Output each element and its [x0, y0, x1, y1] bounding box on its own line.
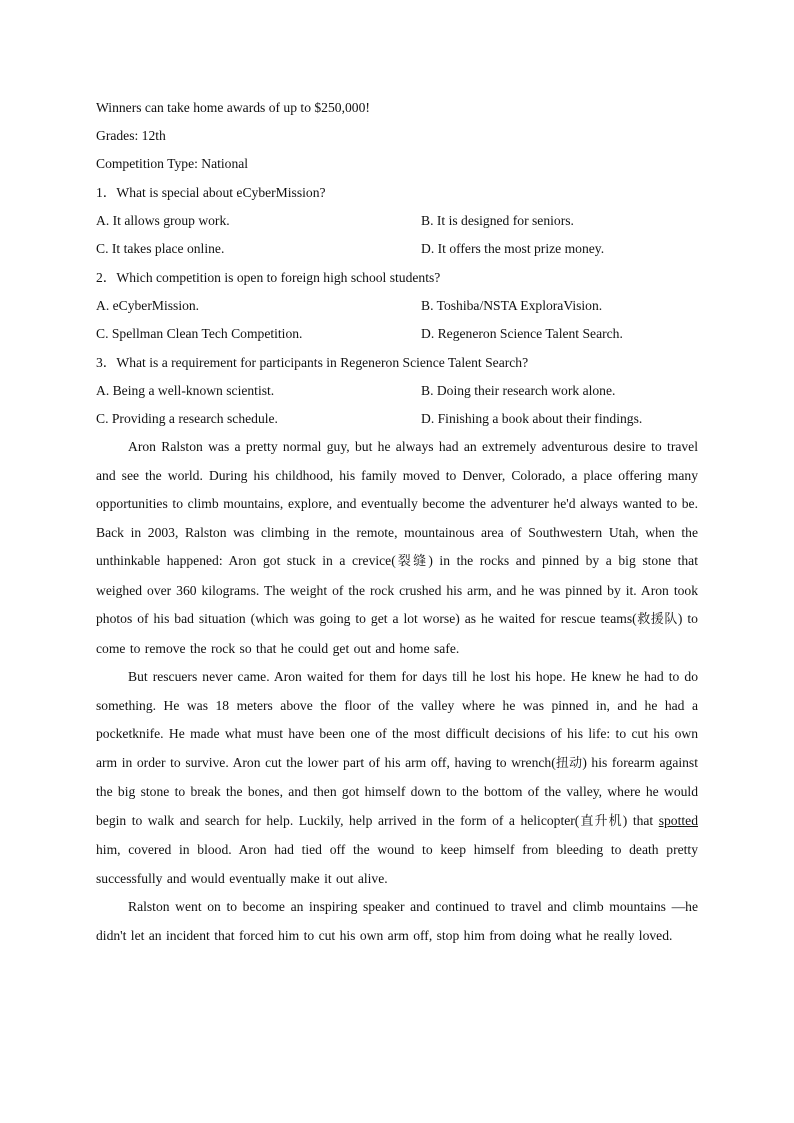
option-b: B. Doing their research work alone.: [421, 383, 616, 398]
text-span: him, covered in blood. Aron had tied off the wound to keep himself from bleeding to death pretty successfully and would eventually make it out alive.: [96, 842, 698, 886]
text-span: But rescuers never came. Aron waited for them for days till he lost his hope. He knew he had to do something. He was 18 meters above the floor of the valley where he was pinned in, and he had a pocketknife. He made what must have been one of the most difficult decisions of his life: to cut his own arm in order to survive. Aron cut the lower part of his arm off, having to wrench(: [96, 669, 698, 770]
document-page: [96, 94, 698, 950]
option-a: A. Being a well-known scientist.: [96, 383, 275, 398]
awards-line: Winners can take home awards of up to $250,000!: [96, 100, 370, 115]
question-stem: 2．Which competition is open to foreign high school students?: [96, 270, 441, 285]
option-a: A. eCyberMission.: [96, 298, 200, 313]
option-d: D. It offers the most prize money.: [421, 241, 605, 256]
chinese-gloss: 直升机: [579, 813, 623, 829]
text-span: ) that: [622, 812, 659, 828]
option-d: D. Finishing a book about their findings.: [421, 411, 643, 426]
option-c: C. Spellman Clean Tech Competition.: [96, 326, 303, 341]
question-stem: 1．What is special about eCyberMission?: [96, 185, 326, 200]
text-span: ) to come to remove the rock so that he could get out and home safe.: [96, 611, 698, 656]
option-a: A. It allows group work.: [96, 213, 230, 228]
chinese-gloss: 救援队: [636, 612, 678, 627]
text-span: Aron Ralston was a pretty normal guy, but he always had an extremely adventurous desire to travel and see the world. During his childhood, his family moved to Denver, Colorado, a place offering many opportunities to climb mountains, explore, and eventually become the adventurer he'd always wanted to be. Back in 2003, Ralston was climbing in the remote, mountainous area of Southwestern Utah, when the unthinkable happened: Aron got stuck in a crevice(: [96, 439, 698, 568]
question-3: [96, 349, 698, 433]
question-1: [96, 179, 698, 263]
passage-paragraph-2: [96, 663, 698, 893]
option-d: D. Regeneron Science Talent Search.: [421, 326, 623, 341]
chinese-gloss: 扭动: [555, 755, 583, 771]
grades-line: Grades: 12th: [96, 128, 166, 143]
text-span: ) in the rocks and pinned by a big stone that weighed over 360 kilograms. The weight of the rock crushed his arm, and he was pinned by it. Aron took photos of his bad situation (which was going to get a lot worse) as he waited for rescue teams(: [96, 553, 698, 626]
option-c: C. It takes place online.: [96, 241, 225, 256]
competition-type-line: Competition Type: National: [96, 156, 249, 171]
passage-paragraph-3: Ralston went on to become an inspiring speaker and continued to travel and climb mountains —he didn't let an incident that forced him to cut his own arm off, stop him from doing what he really loved.: [96, 899, 698, 943]
chinese-gloss: 裂缝: [395, 554, 429, 569]
text-span: ) his forearm against the big stone to break the bones, and then got himself down to the bottom of the valley, where he would begin to walk and search for help. Luckily, help arrived in the form of a helicopter(: [96, 754, 698, 828]
underlined-word: spotted: [658, 812, 698, 828]
passage-paragraph-1: [96, 433, 698, 663]
question-2: [96, 264, 698, 348]
option-b: B. It is designed for seniors.: [421, 213, 574, 228]
option-b: B. Toshiba/NSTA ExploraVision.: [421, 298, 603, 313]
option-c: C. Providing a research schedule.: [96, 411, 278, 426]
question-stem: 3．What is a requirement for participants in Regeneron Science Talent Search?: [96, 355, 529, 370]
